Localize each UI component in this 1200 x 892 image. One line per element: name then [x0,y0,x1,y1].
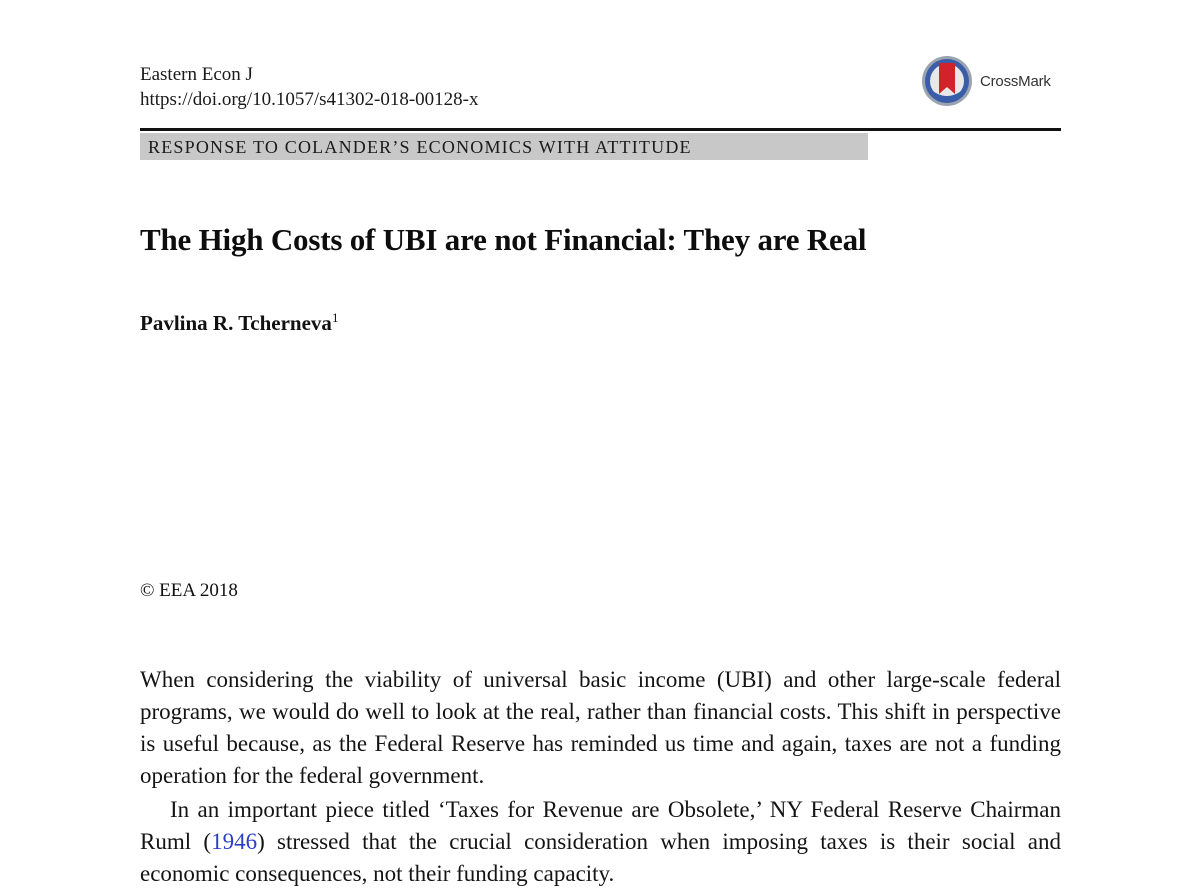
header-rule [140,128,1061,131]
article-body [140,664,1061,892]
article-title: The High Costs of UBI are not Financial: They are Real [140,222,867,257]
body-paragraph-2 [140,794,1061,890]
author-affiliation-mark[interactable]: 1 [331,310,339,325]
body-paragraph-1: When considering the viability of universal basic income (UBI) and other large-scale federal programs, we would do well to look at the real, rather than financial costs. This shift in perspective is useful because, as the Federal Reserve has reminded us time and again, taxes are not a funding operation for the federal government. [140,667,1061,788]
crossmark-badge[interactable] [920,54,1051,108]
author-name: Pavlina R. Tcherneva [140,311,332,335]
author-line [140,311,338,336]
journal-name: Eastern Econ J [140,64,253,85]
copyright-notice: © EEA 2018 [140,580,238,601]
section-label: RESPONSE TO COLANDER’S ECONOMICS WITH ATTITUDE [148,137,692,157]
crossmark-label: CrossMark [980,72,1051,90]
journal-header [140,62,478,112]
crossmark-icon [920,54,974,108]
paragraph-2-text-after: ) stressed that the crucial consideration when imposing taxes is their social and economic consequences, not their funding capacity. [140,829,1062,886]
citation-link-ruml-1946[interactable]: 1946 [211,829,258,854]
doi-link[interactable]: https://doi.org/10.1057/s41302-018-00128-x [140,89,479,110]
paragraph-2-text-before: In an important piece titled ‘Taxes for Revenue are Obsolete,’ NY Federal Reserve Chairman Ruml ( [140,797,1061,854]
